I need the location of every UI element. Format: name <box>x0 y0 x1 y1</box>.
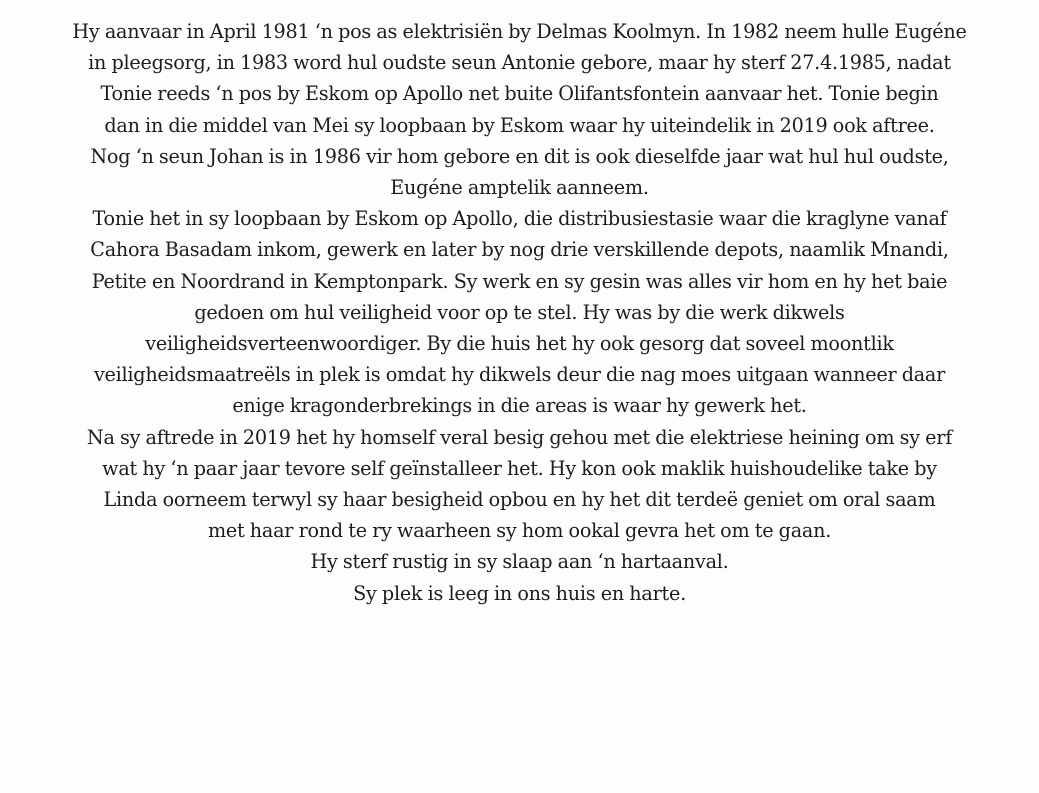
text-line: dan in die middel van Mei sy loopbaan by Eskom waar hy uiteindelik in 2019 ook aftree. <box>104 113 935 137</box>
document-text <box>0 16 1039 609</box>
text-line: Eugéne amptelik aanneem. <box>390 176 649 200</box>
text-line: veiligheidsmaatreëls in plek is omdat hy dikwels deur die nag moes uitgaan wanneer daar <box>93 363 946 387</box>
text-line: wat hy ‘n paar jaar tevore self geïnstalleer het. Hy kon ook maklik huishoudelike take by <box>102 456 937 480</box>
text-line: Nog ‘n seun Johan is in 1986 vir hom gebore en dit is ook dieselfde jaar wat hul hul oudste, <box>90 144 949 168</box>
text-line: gedoen om hul veiligheid voor op te stel. Hy was by die werk dikwels <box>194 300 845 324</box>
text-line: Tonie het in sy loopbaan by Eskom op Apollo, die distribusiestasie waar die kraglyne vanaf <box>92 207 947 231</box>
text-line: enige kragonderbrekings in die areas is waar hy gewerk het. <box>232 394 807 418</box>
text-line: Hy sterf rustig in sy slaap aan ‘n hartaanval. <box>310 550 729 574</box>
text-line: Sy plek is leeg in ons huis en harte. <box>353 581 686 605</box>
text-line: Na sy aftrede in 2019 het hy homself veral besig gehou met die elektriese heining om sy erf <box>86 425 953 449</box>
text-line: Hy aanvaar in April 1981 ‘n pos as elektrisiën by Delmas Koolmyn. In 1982 neem hulle Eugéne <box>72 20 967 43</box>
text-line: Linda oorneem terwyl sy haar besigheid opbou en hy het dit terdeë geniet om oral saam <box>103 488 936 512</box>
text-line: veiligheidsverteenwoordiger. By die huis het hy ook gesorg dat soveel moontlik <box>145 332 894 356</box>
cropped-top-line <box>300 0 740 5</box>
text-line: Cahora Basadam inkom, gewerk en later by nog drie verskillende depots, naamlik Mnandi, <box>90 238 949 262</box>
text-line: met haar rond te ry waarheen sy hom ookal gevra het om te gaan. <box>207 519 832 543</box>
text-line: in pleegsorg, in 1983 word hul oudste seun Antonie gebore, maar hy sterf 27.4.1985, nadat <box>88 51 951 75</box>
text-line: Tonie reeds ‘n pos by Eskom op Apollo net buite Olifantsfontein aanvaar het. Tonie begin <box>100 82 939 106</box>
text-line: Petite en Noordrand in Kemptonpark. Sy werk en sy gesin was alles vir hom en hy het baie <box>91 269 948 293</box>
